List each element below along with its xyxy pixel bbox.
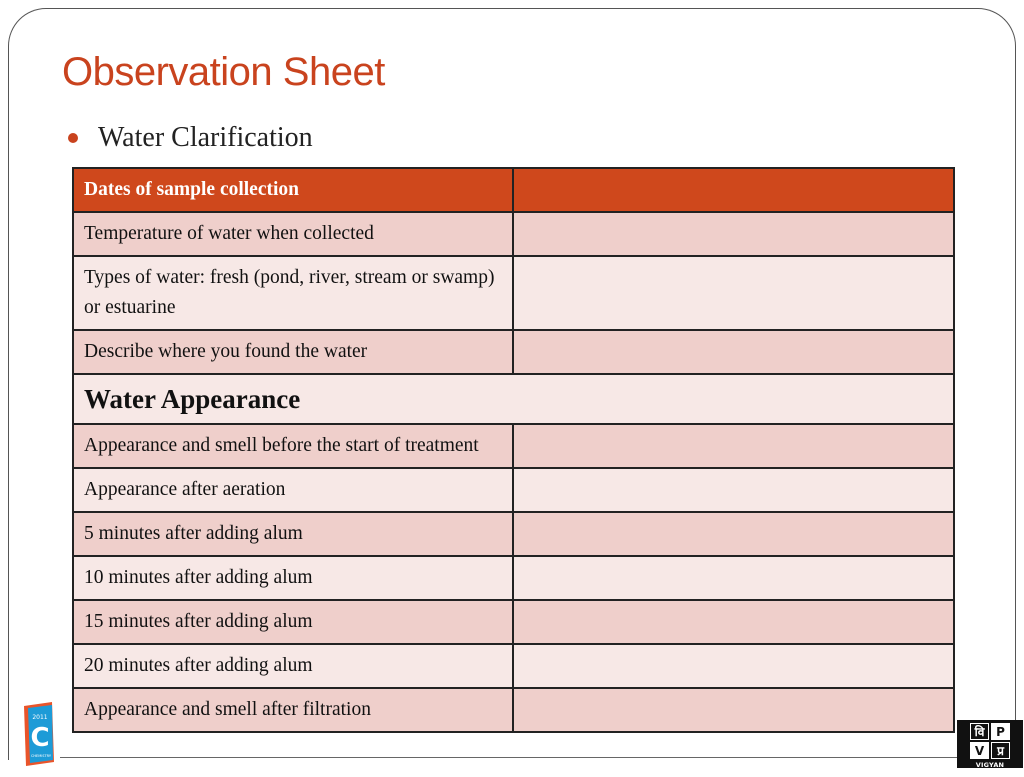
vigyan-prasar-logo-icon xyxy=(970,723,1010,759)
svg-text:C: C xyxy=(30,723,50,753)
svg-text:2011: 2011 xyxy=(32,714,48,721)
table-row xyxy=(73,330,954,374)
section-header-row xyxy=(73,374,954,424)
observation-table xyxy=(72,167,955,733)
chemistry-year-logo-icon xyxy=(22,702,56,766)
bullet-item xyxy=(68,122,313,154)
table-row xyxy=(73,512,954,556)
table-row xyxy=(73,644,954,688)
row-value-cell[interactable] xyxy=(513,212,954,256)
table-row xyxy=(73,688,954,732)
logo-text: VIGYAN PRASAR xyxy=(974,761,1006,777)
row-label-cell: Appearance and smell before the start of treatment xyxy=(73,424,513,468)
logo-cell: वि xyxy=(970,723,989,740)
bullet-dot-icon xyxy=(68,133,78,143)
vigyan-prasar-logo xyxy=(957,720,1023,777)
logo-cell: V xyxy=(970,742,989,759)
row-value-cell[interactable] xyxy=(513,688,954,732)
row-label-cell: 20 minutes after adding alum xyxy=(73,644,513,688)
row-label-cell: 15 minutes after adding alum xyxy=(73,600,513,644)
row-label-cell: Appearance after aeration xyxy=(73,468,513,512)
logo-cell: P xyxy=(991,723,1010,740)
table-row xyxy=(73,556,954,600)
row-value-cell[interactable] xyxy=(513,330,954,374)
header-value-cell[interactable] xyxy=(513,168,954,212)
table-header-row xyxy=(73,168,954,212)
row-value-cell[interactable] xyxy=(513,644,954,688)
row-label-cell: Describe where you found the water xyxy=(73,330,513,374)
table-row xyxy=(73,600,954,644)
section-title: Water Appearance xyxy=(73,374,954,424)
slide-title: Observation Sheet xyxy=(62,50,385,94)
header-label-cell: Dates of sample collection xyxy=(73,168,513,212)
row-label-cell: 5 minutes after adding alum xyxy=(73,512,513,556)
row-value-cell[interactable] xyxy=(513,556,954,600)
row-value-cell[interactable] xyxy=(513,468,954,512)
bottom-rule xyxy=(60,757,958,758)
row-value-cell[interactable] xyxy=(513,512,954,556)
row-label-cell: 10 minutes after adding alum xyxy=(73,556,513,600)
table-row xyxy=(73,256,954,330)
svg-text:CHEMISTRY: CHEMISTRY xyxy=(30,754,52,758)
logo-cell: प्र xyxy=(991,742,1010,759)
row-label-cell: Types of water: fresh (pond, river, stream or swamp) or estuarine xyxy=(73,256,513,330)
bullet-text: Water Clarification xyxy=(98,122,313,153)
table-row xyxy=(73,212,954,256)
row-value-cell[interactable] xyxy=(513,600,954,644)
row-value-cell[interactable] xyxy=(513,256,954,330)
row-label-cell: Appearance and smell after filtration xyxy=(73,688,513,732)
row-label-cell: Temperature of water when collected xyxy=(73,212,513,256)
table-row xyxy=(73,424,954,468)
table-row xyxy=(73,468,954,512)
row-value-cell[interactable] xyxy=(513,424,954,468)
